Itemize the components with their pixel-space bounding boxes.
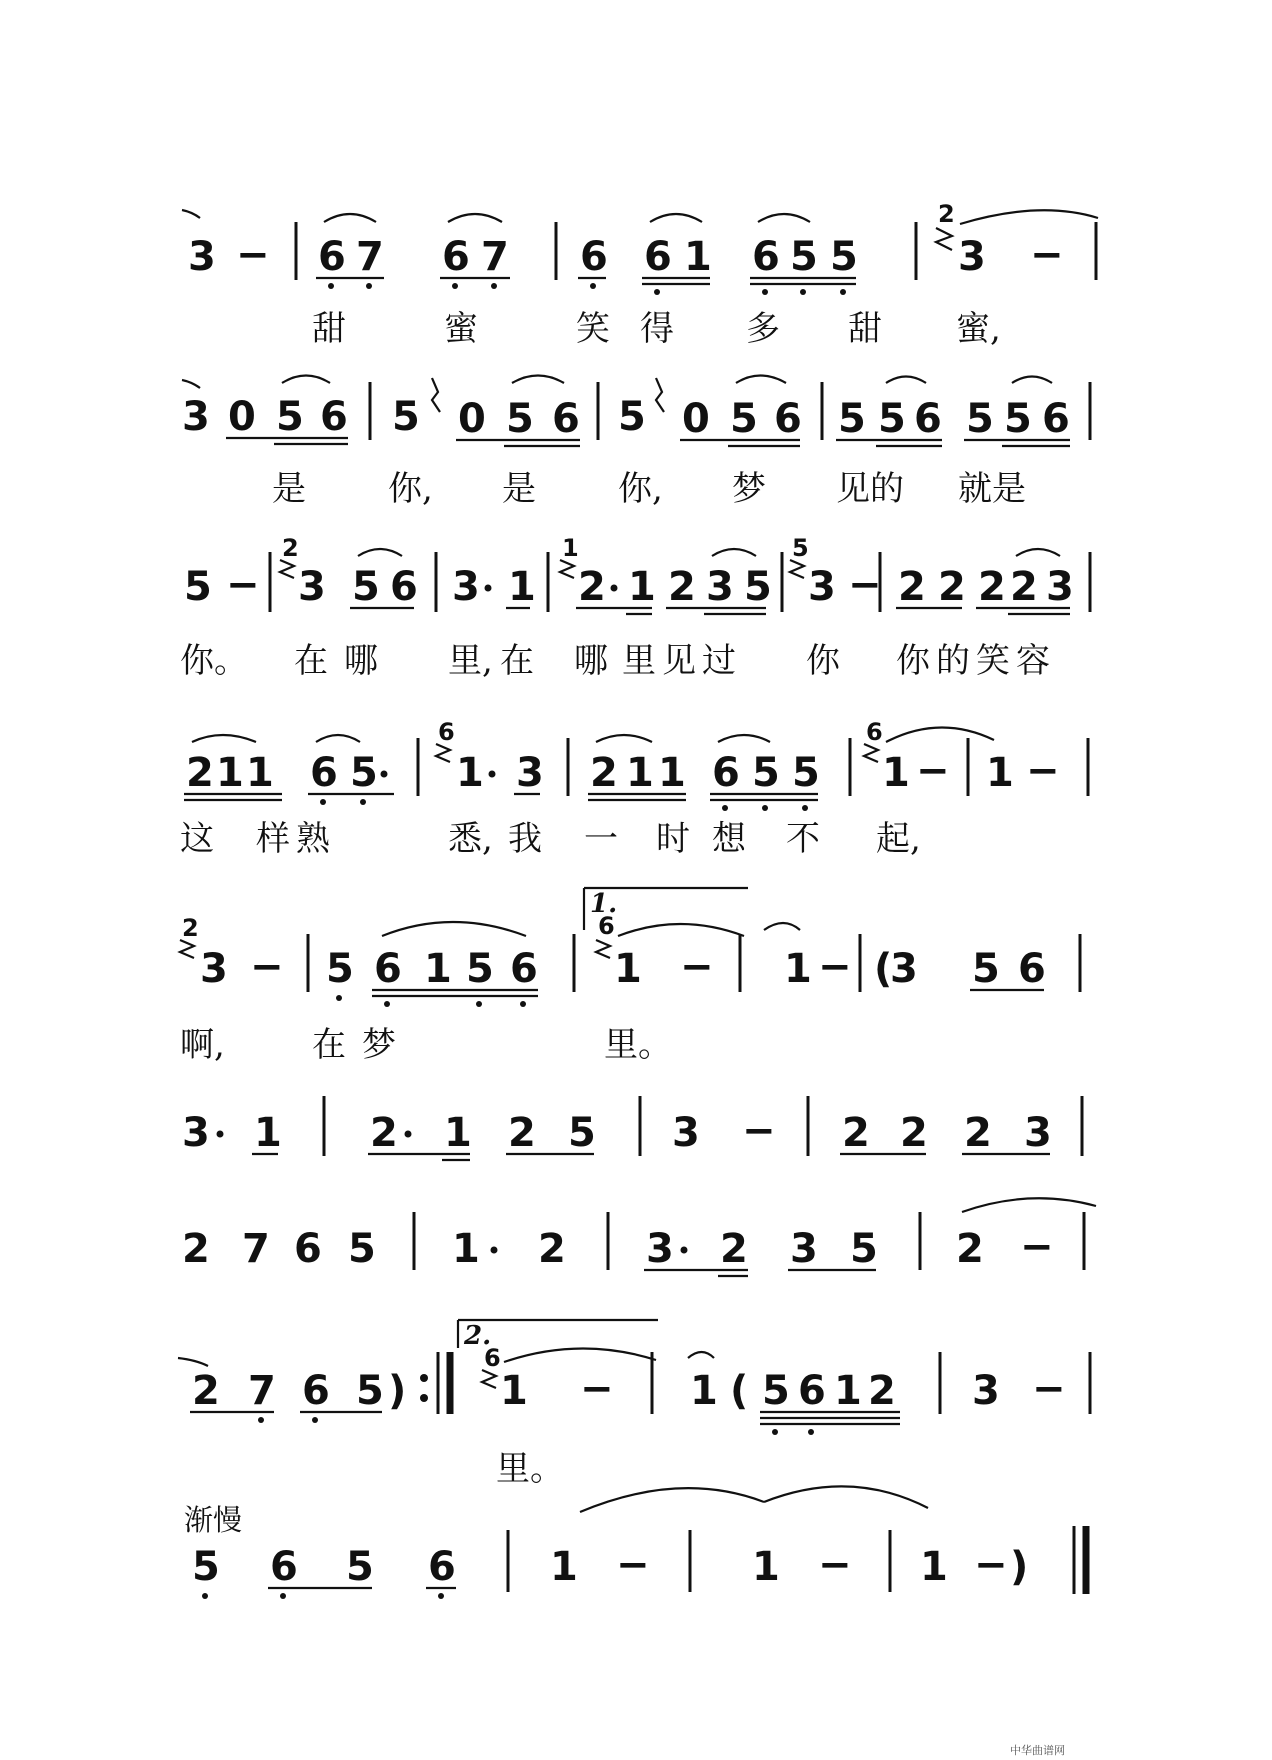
svg-text:6: 6	[752, 234, 780, 280]
svg-text:里,: 里,	[448, 641, 493, 681]
svg-text:2: 2	[370, 1110, 398, 1156]
svg-text:2: 2	[538, 1226, 566, 1272]
svg-text:1.: 1.	[590, 889, 618, 919]
svg-text:2: 2	[590, 750, 618, 796]
svg-text:我: 我	[508, 819, 542, 859]
score-row-7	[182, 1198, 1096, 1276]
svg-text:2: 2	[1010, 564, 1038, 610]
svg-text:5: 5	[348, 1226, 376, 1272]
svg-text:−: −	[818, 1542, 852, 1588]
svg-text:6: 6	[914, 396, 942, 442]
svg-text:2: 2	[868, 1368, 896, 1414]
svg-text:笑: 笑	[976, 641, 1010, 681]
lyrics-row-2	[272, 469, 1026, 509]
svg-text:6: 6	[442, 234, 470, 280]
svg-text:是: 是	[272, 469, 306, 509]
svg-text:3: 3	[1046, 564, 1074, 610]
svg-text:时: 时	[656, 819, 690, 859]
svg-text:0: 0	[228, 394, 256, 440]
svg-text:笑: 笑	[576, 309, 610, 349]
svg-text:6: 6	[1042, 396, 1070, 442]
svg-text:6: 6	[552, 396, 580, 442]
svg-text:3: 3	[188, 234, 216, 280]
svg-text:5: 5	[568, 1110, 596, 1156]
svg-text:你: 你	[896, 641, 930, 681]
svg-text:5: 5	[878, 396, 906, 442]
svg-text:5: 5	[466, 946, 494, 992]
svg-text:1: 1	[500, 1368, 528, 1414]
svg-text:5: 5	[192, 1544, 220, 1590]
svg-text:1: 1	[424, 946, 452, 992]
svg-text:见: 见	[662, 641, 696, 681]
svg-text:6: 6	[302, 1368, 330, 1414]
svg-text:一: 一	[584, 819, 618, 859]
score-row-1	[182, 200, 1098, 295]
svg-text:3: 3	[790, 1226, 818, 1272]
svg-text:6: 6	[318, 234, 346, 280]
svg-text:在: 在	[312, 1025, 346, 1065]
svg-text:3: 3	[298, 564, 326, 610]
svg-text:6: 6	[866, 718, 883, 746]
svg-text:(: (	[874, 946, 893, 992]
svg-text:5: 5	[792, 534, 809, 562]
svg-text:2: 2	[898, 564, 926, 610]
svg-text:3: 3	[706, 564, 734, 610]
svg-text:−: −	[580, 1366, 614, 1412]
tempo-marking: 渐慢	[184, 1503, 243, 1537]
svg-text:6: 6	[320, 394, 348, 440]
svg-text:里。: 里。	[604, 1025, 672, 1065]
svg-text:3: 3	[516, 750, 544, 796]
svg-text:得: 得	[640, 309, 674, 349]
svg-text:5: 5	[762, 1368, 790, 1414]
lyrics-row-3	[180, 641, 1050, 681]
svg-text:2: 2	[842, 1110, 870, 1156]
svg-text:−: −	[974, 1542, 1008, 1588]
svg-text:2: 2	[668, 564, 696, 610]
svg-text:6: 6	[294, 1226, 322, 1272]
svg-text:6: 6	[598, 912, 615, 940]
svg-text:2: 2	[578, 564, 606, 610]
svg-text:−: −	[1026, 748, 1060, 794]
svg-text:−: −	[742, 1108, 776, 1154]
svg-text:起,: 起,	[876, 819, 921, 859]
svg-text:哪: 哪	[574, 641, 608, 681]
svg-text:里。: 里。	[496, 1449, 564, 1489]
svg-text:6: 6	[390, 564, 418, 610]
svg-text:5: 5	[184, 564, 212, 610]
svg-text:−: −	[848, 562, 882, 608]
svg-text:6: 6	[644, 234, 672, 280]
svg-text:1: 1	[684, 234, 712, 280]
svg-text:6: 6	[1018, 946, 1046, 992]
svg-text:6: 6	[428, 1544, 456, 1590]
svg-text:6: 6	[310, 750, 338, 796]
svg-text:5: 5	[752, 750, 780, 796]
svg-text:1: 1	[626, 750, 654, 796]
svg-text:2: 2	[938, 564, 966, 610]
svg-text:): )	[1010, 1544, 1029, 1590]
svg-text:1: 1	[920, 1544, 948, 1590]
score-row-5	[180, 888, 1080, 1007]
lyrics-row-5	[180, 1025, 672, 1065]
svg-text:6: 6	[438, 718, 455, 746]
svg-text:1: 1	[452, 1226, 480, 1272]
svg-text:你。: 你。	[180, 641, 248, 681]
svg-text:5: 5	[506, 396, 534, 442]
svg-text:1: 1	[784, 946, 812, 992]
svg-text:1: 1	[562, 534, 579, 562]
svg-text:5: 5	[276, 394, 304, 440]
svg-text:5: 5	[790, 234, 818, 280]
svg-text:−: −	[250, 944, 284, 990]
svg-text:熟: 熟	[296, 819, 330, 859]
svg-text:在: 在	[500, 641, 534, 681]
svg-text:3: 3	[958, 234, 986, 280]
svg-text:3: 3	[972, 1368, 1000, 1414]
lyrics-row-1	[312, 309, 1001, 349]
svg-text:想: 想	[712, 819, 746, 859]
watermark: 中华曲谱网	[1010, 1744, 1065, 1757]
svg-text:3: 3	[452, 564, 480, 610]
svg-text:5: 5	[352, 564, 380, 610]
svg-text:在: 在	[294, 641, 328, 681]
svg-text:): )	[388, 1368, 407, 1414]
svg-text:2: 2	[182, 1226, 210, 1272]
svg-text:0: 0	[682, 396, 710, 442]
svg-text:5: 5	[392, 394, 420, 440]
svg-text:1: 1	[254, 1110, 282, 1156]
svg-text:里: 里	[622, 641, 656, 681]
svg-text:蜜: 蜜	[444, 309, 478, 349]
svg-text:容: 容	[1016, 641, 1050, 681]
score-row-9	[184, 1486, 1086, 1599]
svg-text:是: 是	[502, 469, 536, 509]
svg-text:哪: 哪	[344, 641, 378, 681]
svg-text:0: 0	[458, 396, 486, 442]
svg-text:2: 2	[964, 1110, 992, 1156]
svg-text:1: 1	[882, 750, 910, 796]
svg-text:啊,: 啊,	[180, 1025, 225, 1065]
svg-text:3: 3	[672, 1110, 700, 1156]
svg-text:6: 6	[798, 1368, 826, 1414]
svg-text:1: 1	[986, 750, 1014, 796]
svg-text:5: 5	[972, 946, 1000, 992]
svg-text:1: 1	[834, 1368, 862, 1414]
svg-text:5: 5	[730, 396, 758, 442]
svg-text:3: 3	[200, 946, 228, 992]
svg-text:6: 6	[270, 1544, 298, 1590]
svg-text:6: 6	[484, 1344, 501, 1372]
svg-text:甜: 甜	[848, 309, 882, 349]
svg-text:3: 3	[890, 946, 918, 992]
svg-text:悉,: 悉,	[448, 819, 493, 859]
svg-text:1: 1	[216, 750, 244, 796]
svg-text:2: 2	[282, 534, 299, 562]
svg-text:甜: 甜	[312, 309, 346, 349]
svg-text:−: −	[616, 1542, 650, 1588]
svg-text:3: 3	[1024, 1110, 1052, 1156]
svg-text:3: 3	[808, 564, 836, 610]
svg-text:2: 2	[720, 1226, 748, 1272]
svg-text:样: 样	[256, 819, 290, 859]
svg-text:−: −	[226, 562, 260, 608]
svg-text:1: 1	[628, 564, 656, 610]
svg-text:1: 1	[508, 564, 536, 610]
svg-text:5: 5	[838, 396, 866, 442]
svg-text:梦: 梦	[732, 469, 766, 509]
svg-text:5: 5	[830, 234, 858, 280]
svg-text:多: 多	[746, 309, 780, 349]
svg-text:6: 6	[374, 946, 402, 992]
score-row-4	[184, 718, 1088, 811]
svg-text:5: 5	[356, 1368, 384, 1414]
svg-text:6: 6	[510, 946, 538, 992]
svg-text:1: 1	[752, 1544, 780, 1590]
lyrics-row-4	[180, 819, 921, 859]
svg-text:2: 2	[186, 750, 214, 796]
svg-text:1: 1	[456, 750, 484, 796]
svg-text:过: 过	[702, 641, 736, 681]
svg-text:3: 3	[646, 1226, 674, 1272]
svg-text:就是: 就是	[958, 469, 1026, 509]
svg-text:−: −	[916, 748, 950, 794]
svg-text:1: 1	[246, 750, 274, 796]
lyrics-row-8	[496, 1449, 564, 1489]
svg-text:−: −	[818, 944, 852, 990]
svg-text:2: 2	[956, 1226, 984, 1272]
svg-text:不: 不	[786, 819, 820, 859]
svg-text:这: 这	[180, 819, 214, 859]
svg-text:你,: 你,	[388, 469, 433, 509]
svg-text:5: 5	[744, 564, 772, 610]
svg-text:1: 1	[658, 750, 686, 796]
svg-text:−: −	[1020, 1224, 1054, 1270]
svg-text:(: (	[730, 1368, 749, 1414]
svg-text:7: 7	[242, 1226, 270, 1272]
svg-text:5: 5	[350, 750, 378, 796]
svg-text:5: 5	[792, 750, 820, 796]
svg-text:3: 3	[182, 394, 210, 440]
svg-text:5: 5	[850, 1226, 878, 1272]
svg-text:2: 2	[978, 564, 1006, 610]
svg-text:蜜,: 蜜,	[956, 309, 1001, 349]
svg-text:7: 7	[356, 234, 384, 280]
svg-text:1: 1	[550, 1544, 578, 1590]
svg-text:1: 1	[444, 1110, 472, 1156]
svg-text:你: 你	[806, 641, 840, 681]
svg-text:−: −	[1032, 1366, 1066, 1412]
svg-text:5: 5	[618, 394, 646, 440]
svg-text:6: 6	[580, 234, 608, 280]
svg-text:3: 3	[182, 1110, 210, 1156]
svg-text:5: 5	[326, 946, 354, 992]
svg-text:2: 2	[508, 1110, 536, 1156]
score-row-8	[178, 1320, 1090, 1435]
svg-text:5: 5	[346, 1544, 374, 1590]
svg-text:2: 2	[192, 1368, 220, 1414]
svg-text:2: 2	[900, 1110, 928, 1156]
svg-text:5: 5	[1004, 396, 1032, 442]
svg-text:2: 2	[938, 200, 955, 228]
svg-text:的: 的	[936, 641, 970, 681]
svg-text:5: 5	[966, 396, 994, 442]
svg-text:−: −	[236, 232, 270, 278]
score-row-6	[182, 1096, 1082, 1160]
svg-text:2: 2	[182, 914, 199, 942]
score-row-2	[182, 376, 1090, 447]
svg-text:梦: 梦	[362, 1025, 396, 1065]
svg-text:1: 1	[690, 1368, 718, 1414]
svg-text:6: 6	[712, 750, 740, 796]
svg-text:见的: 见的	[836, 469, 904, 509]
score-row-3	[184, 534, 1090, 614]
svg-text:2.: 2.	[464, 1321, 492, 1351]
svg-text:7: 7	[248, 1368, 276, 1414]
svg-text:6: 6	[774, 396, 802, 442]
svg-text:−: −	[680, 944, 714, 990]
svg-text:1: 1	[614, 946, 642, 992]
svg-text:−: −	[1030, 232, 1064, 278]
svg-text:你,: 你,	[618, 469, 663, 509]
svg-text:7: 7	[481, 234, 509, 280]
